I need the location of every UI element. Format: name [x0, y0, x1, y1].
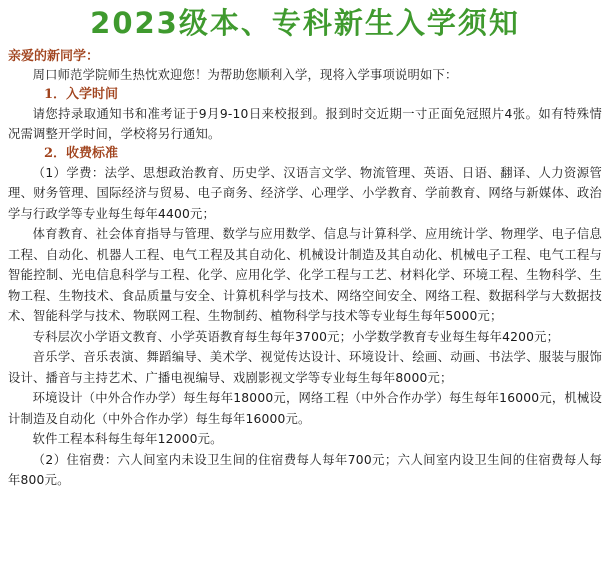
tuition-paragraph: （1）学费：法学、思想政治教育、历史学、汉语言文学、物流管理、英语、日语、翻译、人力资源管理、财务管理、国际经济与贸易、电子商务、经济学、心理学、小学教育、学前教育、网络与新媒体、政治学与行政学等专业每生每年4400元；	[8, 165, 602, 221]
notice-page	[0, 2, 612, 567]
page-title: 2023级本、专科新生入学须知	[90, 6, 520, 40]
tuition-software-paragraph: 软件工程本科每生每年12000元。	[32, 432, 223, 446]
intro-paragraph: 周口师范学院师生热忱欢迎您！为帮助您顺利入学，现将入学事项说明如下：	[32, 68, 458, 82]
greeting: 亲爱的新同学：	[8, 49, 100, 64]
section-heading-enrollment-time: 1．入学时间	[44, 86, 119, 102]
tuition-junior-college-paragraph: 专科层次小学语文教育、小学英语教育每生每年3700元；小学数学教育专业每生每年4200元；	[32, 329, 560, 344]
section-heading-fees: 2．收费标准	[44, 145, 119, 161]
tuition-arts-paragraph: 音乐学、音乐表演、舞蹈编导、美术学、视觉传达设计、环境设计、绘画、动画、书法学、服装与服饰设计、播音与主持艺术、广播电视编导、戏剧影视文学等专业每生每年8000元；	[8, 350, 602, 385]
enrollment-time-paragraph: 请您持录取通知书和准考证于9月9-10日来校报到。报到时交近期一寸正面免冠照片4张。如有特殊情况需调整开学时间，学校将另行通知。	[8, 106, 602, 141]
tuition-science-paragraph: 体育教育、社会体育指导与管理、数学与应用数学、信息与计算科学、应用统计学、物理学、电子信息工程、自动化、机器人工程、电气工程及其自动化、机械设计制造及其自动化、机械电子工程、电气工程与智能控制、光电信息科学与工程、化学、应用化学、化学工程与工艺、材料化学、环境工程、生物科学、生物工程、生物技术、食品质量与安全、计算机科学与技术、网络空间安全、网络工程、数据科学与大数据技术、智能科学与技术、物联网工程、生物制药、植物科学与技术等专业每生每年5000元；	[8, 227, 602, 323]
tuition-joint-program-paragraph: 环境设计（中外合作办学）每生每年18000元，网络工程（中外合作办学）每生每年16000元，机械设计制造及自动化（中外合作办学）每生每年16000元。	[8, 391, 602, 426]
accommodation-fee-paragraph: （2）住宿费：六人间室内未设卫生间的住宿费每人每年700元；六人间室内设卫生间的住宿费每人每年800元。	[8, 452, 602, 487]
